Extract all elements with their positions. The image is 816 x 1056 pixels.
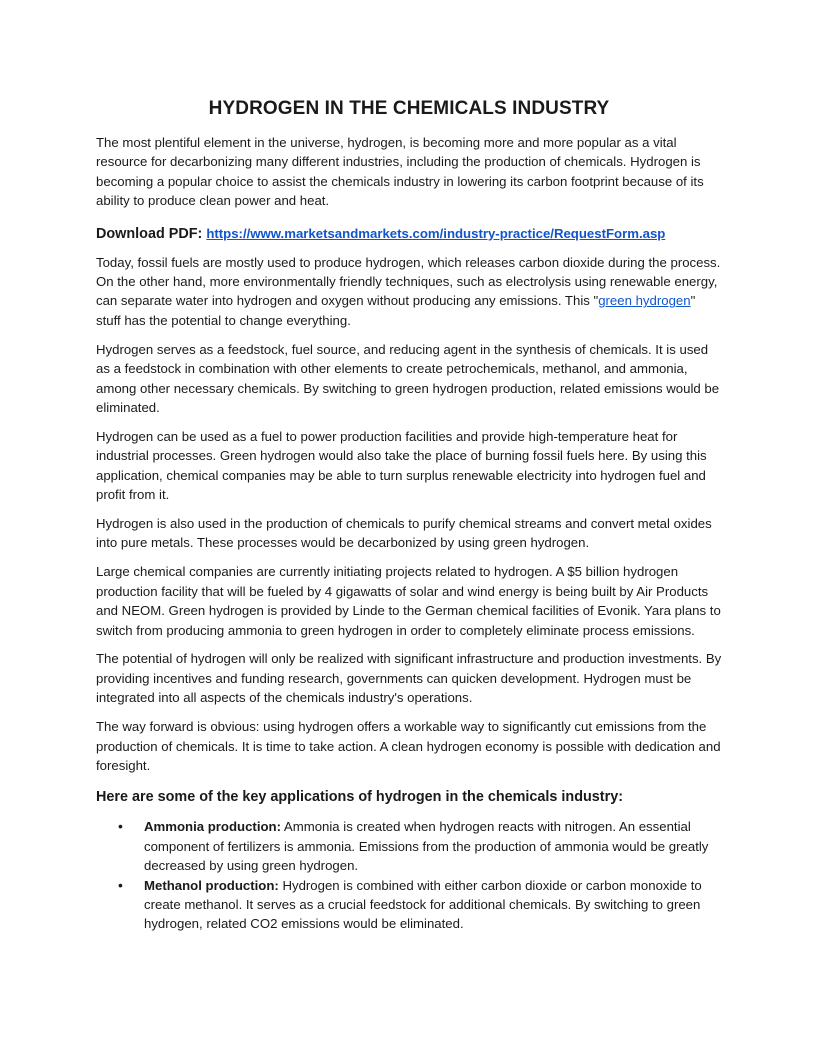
paragraph-investments: The potential of hydrogen will only be realized with significant infrastructure and production investments. By providing incentives and funding research, governments can quicken development. Hydrogen must be integrated into all aspects of the chemicals industry's operations. (96, 651, 722, 706)
list-item-text: Ammonia is created when hydrogen reacts with nitrogen. An essential component of fertilizers is ammonia. Emissions from the production of ammonia would be greatly decreased by using green hydrogen. (144, 819, 709, 874)
paragraph-2-after: " stuff has the potential to change everything. (96, 293, 696, 328)
download-separator: : (197, 225, 207, 242)
paragraph-2-before: Today, fossil fuels are mostly used to produce hydrogen, which releases carbon dioxide during the process. On the other hand, more environmentally friendly techniques, such as electrolysis using renewable energy, can separate water into hydrogen and oxygen without producing any emissions. This " (96, 254, 721, 309)
paragraph-feedstock: Hydrogen serves as a feedstock, fuel source, and reducing agent in the synthesis of chemicals. It is used as a feedstock in combination with other elements to create petrochemicals, methanol, and ammonia, among other necessary chemicals. By switching to green hydrogen production, related emissions would be eliminated. (96, 341, 720, 415)
green-hydrogen-link[interactable]: green hydrogen (598, 293, 691, 309)
document-title: HYDROGEN IN THE CHEMICALS INDUSTRY (208, 98, 610, 119)
document-page (96, 98, 722, 934)
download-pdf-line (96, 224, 722, 244)
intro-paragraph: The most plentiful element in the universe, hydrogen, is becoming more and more popular as a vital resource for decarbonizing many different industries, including the production of chemicals. Hydrogen is becoming a popular choice to assist the chemicals industry in lowering its carbon footprint because of its ability to produce clean power and heat. (96, 135, 704, 209)
bullet-icon: • (118, 818, 123, 835)
download-pdf-label: Download PDF (96, 225, 198, 242)
paragraph-fuel: Hydrogen can be used as a fuel to power production facilities and provide high-temperature heat for industrial processes. Green hydrogen would also take the place of burning fossil fuels here. By using this application, chemical companies may be able to turn surplus renewable electricity into hydrogen fuel and profit from it. (96, 428, 707, 503)
list-item-text: Hydrogen is combined with either carbon dioxide or carbon monoxide to create methanol. It serves as a crucial feedstock for additional chemicals. By switching to green hydrogen, related CO2 emissions would be eliminated. (144, 877, 702, 932)
list-item-title: Ammonia production: (144, 819, 281, 835)
applications-subheading: Here are some of the key applications of hydrogen in the chemicals industry: (96, 789, 623, 806)
list-item-methanol (96, 876, 722, 934)
paragraph-purify: Hydrogen is also used in the production of chemicals to purify chemical streams and convert metal oxides into pure metals. These processes would be decarbonized by using green hydrogen. (96, 516, 712, 551)
paragraph-projects: Large chemical companies are currently initiating projects related to hydrogen. A $5 billion hydrogen production facility that will be fueled by 4 gigawatts of solar and wind energy is being built by Air Products and NEOM. Green hydrogen is provided by Linde to the German chemical facilities of Evonik. Yara plans to switch from producing ammonia to green hydrogen in order to completely eliminate process emissions. (96, 564, 721, 638)
bullet-icon: • (118, 876, 123, 893)
paragraph-way-forward: The way forward is obvious: using hydrogen offers a workable way to significantly cut emissions from the production of chemicals. It is time to take action. A clean hydrogen economy is possible with dedication and foresight. (96, 719, 721, 773)
list-item-ammonia (96, 817, 722, 875)
list-item-title: Methanol production: (144, 877, 279, 893)
paragraph-green-hydrogen (96, 253, 722, 331)
download-pdf-link[interactable]: https://www.marketsandmarkets.com/industry-practice/RequestForm.asp (206, 225, 666, 241)
applications-list (96, 817, 722, 933)
